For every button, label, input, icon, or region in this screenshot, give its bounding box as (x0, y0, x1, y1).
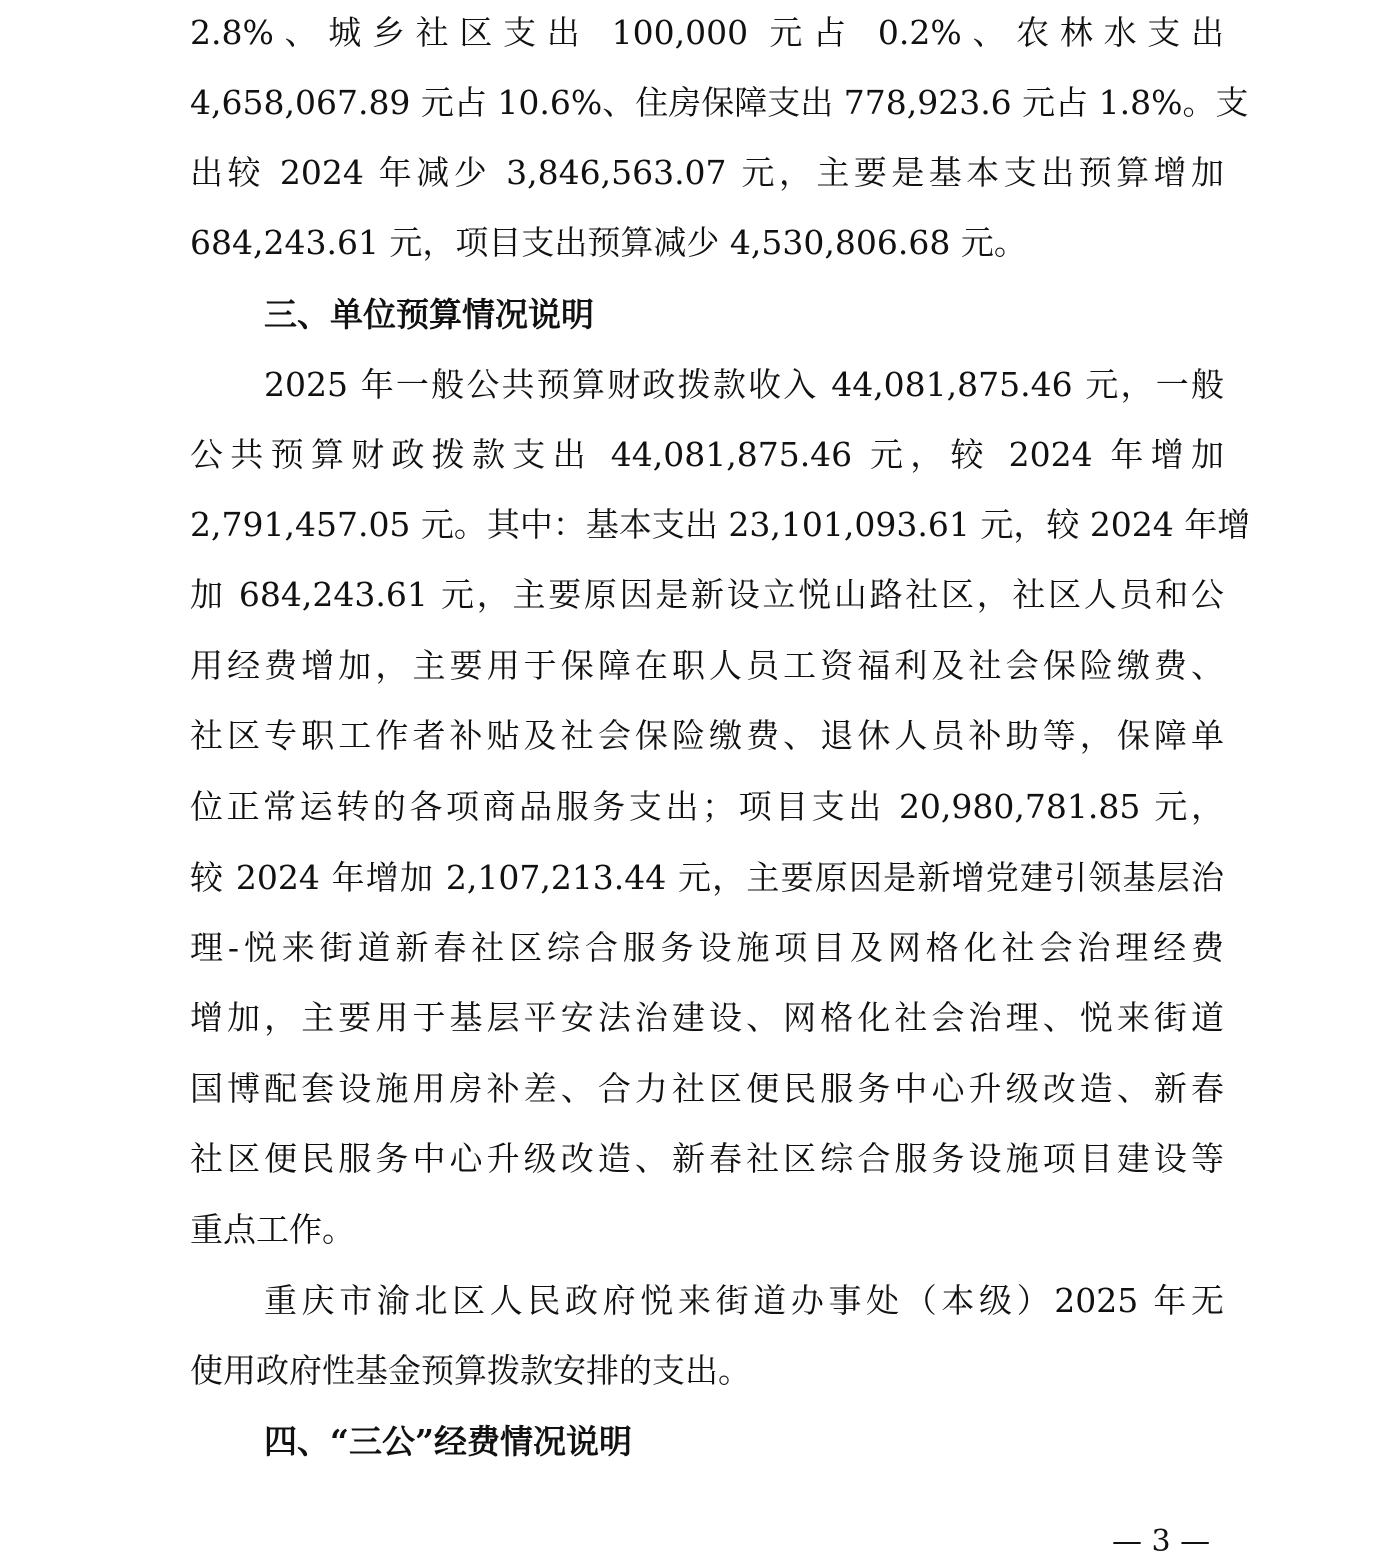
paragraph-line: 重庆市渝北区人民政府悦来街道办事处（本级）2025 年无 (264, 1281, 1224, 1320)
paragraph-line: 社区便民服务中心升级改造、新春社区综合服务设施项目建设等 (190, 1139, 1224, 1178)
section-heading: 四、“三公”经费情况说明 (264, 1422, 632, 1461)
section-heading: 三、单位预算情况说明 (264, 295, 594, 334)
paragraph-line: 2,791,457.05 元。其中：基本支出 23,101,093.61 元，较 2024 年增 (190, 505, 1251, 544)
paragraph-line: 用经费增加，主要用于保障在职人员工资福利及社会保险缴费、 (190, 646, 1224, 685)
paragraph-line: 增加，主要用于基层平安法治建设、网格化社会治理、悦来街道 (190, 998, 1224, 1037)
page-number: — 3 — (1112, 1524, 1211, 1559)
paragraph-line: 出较 2024 年减少 3,846,563.07 元，主要是基本支出预算增加 (190, 153, 1224, 192)
paragraph-line: 国博配套设施用房补差、合力社区便民服务中心升级改造、新春 (190, 1069, 1224, 1108)
paragraph-line: 2025 年一般公共预算财政拨款收入 44,081,875.46 元，一般 (264, 365, 1224, 404)
paragraph-line: 684,243.61 元，项目支出预算减少 4,530,806.68 元。 (190, 223, 1027, 262)
paragraph-line: 4,658,067.89 元占 10.6%、住房保障支出 778,923.6 元占 1.8%。支 (190, 83, 1249, 122)
paragraph-line: 公共预算财政拨款支出 44,081,875.46 元，较 2024 年增加 (190, 435, 1224, 474)
paragraph-line: 2.8%、城乡社区支出 100,000 元占 0.2%、农林水支出 (190, 13, 1224, 52)
paragraph-line: 较 2024 年增加 2,107,213.44 元，主要原因是新增党建引领基层治 (190, 858, 1224, 897)
paragraph-line: 位正常运转的各项商品服务支出；项目支出 20,980,781.85 元， (190, 787, 1224, 826)
paragraph-line: 使用政府性基金预算拨款安排的支出。 (190, 1351, 751, 1390)
paragraph-line: 加 684,243.61 元，主要原因是新设立悦山路社区，社区人员和公 (190, 575, 1224, 614)
paragraph-line: 社区专职工作者补贴及社会保险缴费、退休人员补助等，保障单 (190, 716, 1224, 755)
paragraph-line: 重点工作。 (190, 1210, 355, 1249)
paragraph-line: 理-悦来街道新春社区综合服务设施项目及网格化社会治理经费 (190, 928, 1224, 967)
